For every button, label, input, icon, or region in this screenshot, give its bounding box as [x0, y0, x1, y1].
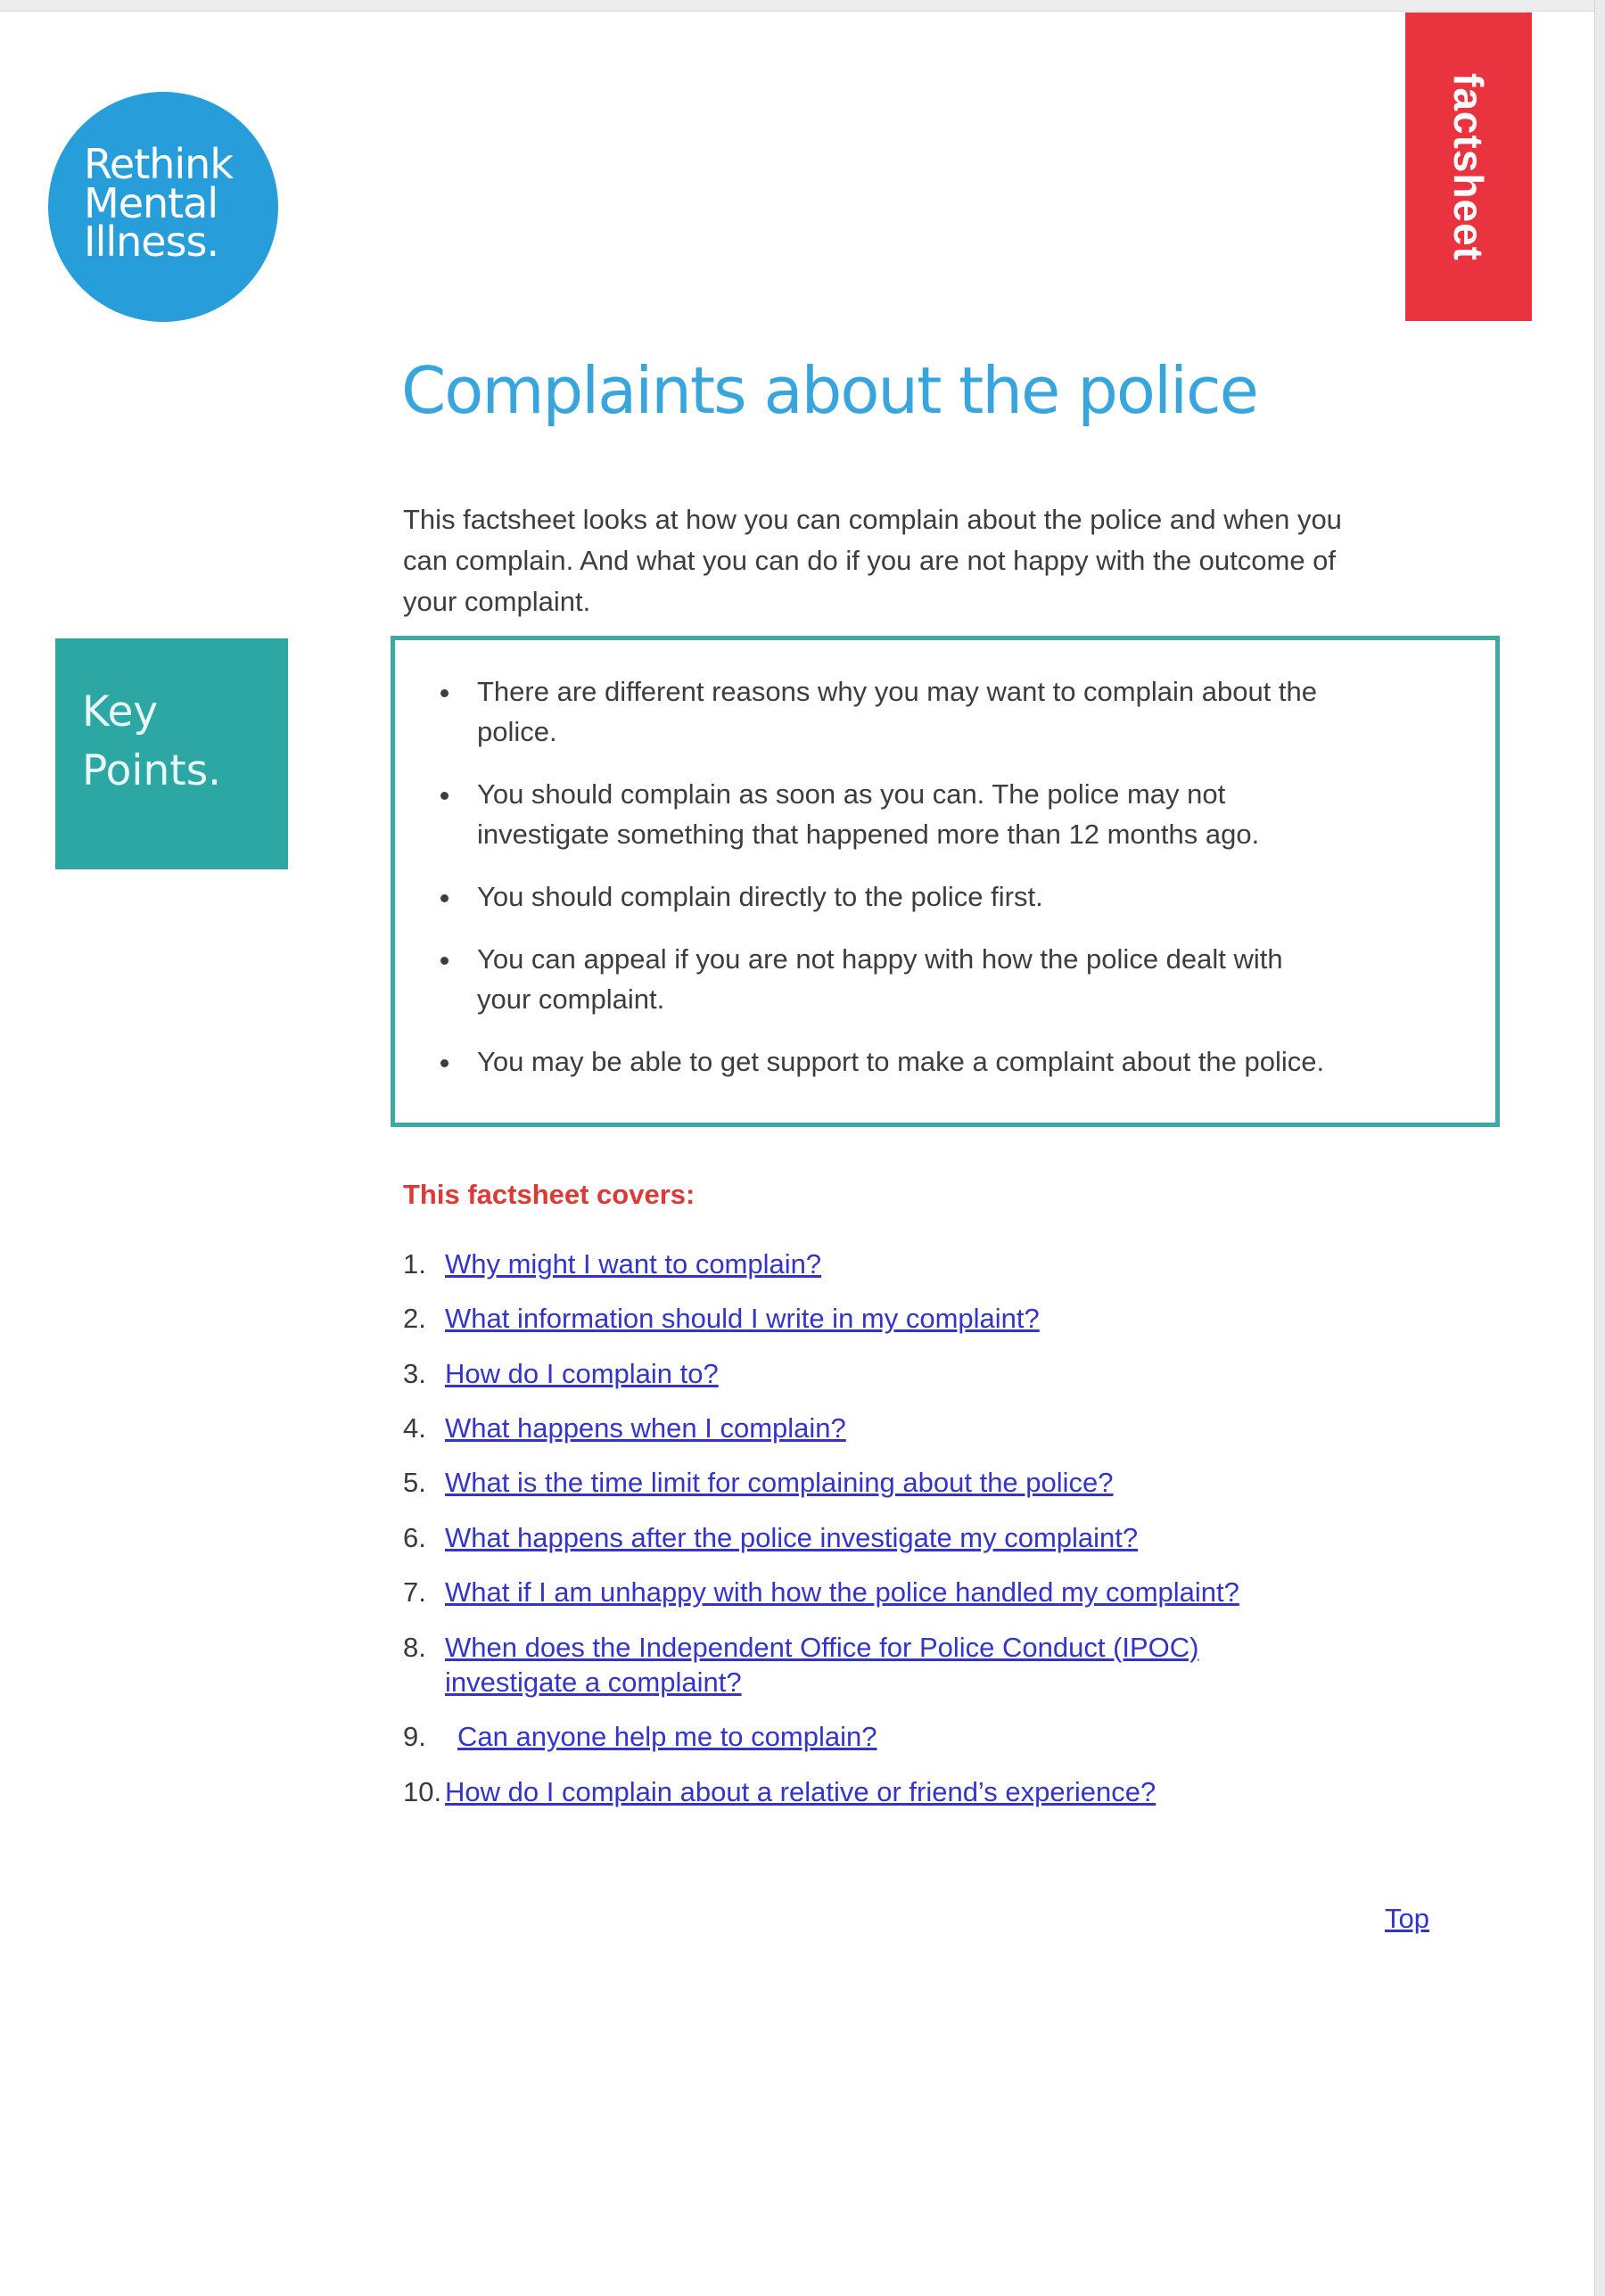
- intro-paragraph: This factsheet looks at how you can complain about the police and when you can complain. And what you can do if you are not happy with the outcome of your complaint.: [403, 504, 1342, 617]
- toc-number: 7.: [403, 1576, 426, 1609]
- toc-number: 9.: [403, 1721, 426, 1753]
- factsheet-banner: [1405, 12, 1532, 321]
- rethink-logo: [48, 92, 278, 322]
- toc-row: [403, 1465, 1366, 1500]
- key-points-label-box: [55, 638, 288, 869]
- toc-number: 4.: [403, 1412, 426, 1444]
- toc-number: 8.: [403, 1631, 426, 1663]
- toc-link-ipoc-investigate[interactable]: When does the Independent Office for Police Conduct (IPOC) investigate a complaint?: [445, 1631, 1199, 1698]
- toc-link-relative-friend[interactable]: How do I complain about a relative or friend’s experience?: [445, 1775, 1156, 1807]
- page-right-edge: [1594, 0, 1605, 2296]
- key-point-item: • You can appeal if you are not happy with how the police dealt with your complaint.: [463, 940, 1341, 1020]
- toc-row: [403, 1411, 1366, 1445]
- factsheet-banner-label: factsheet: [1445, 72, 1492, 261]
- toc-link-why-complain[interactable]: Why might I want to complain?: [445, 1248, 822, 1280]
- toc-number: 3.: [403, 1357, 426, 1389]
- toc-number: 6.: [403, 1521, 426, 1553]
- toc-row: [403, 1719, 1366, 1754]
- logo-line-3: Illness.: [84, 218, 219, 267]
- toc-link-unhappy-handling[interactable]: What if I am unhappy with how the police handled my complaint?: [445, 1576, 1239, 1609]
- toc-row: [403, 1575, 1366, 1609]
- page-top-edge: [0, 0, 1605, 12]
- logo-line-1: Rethink: [84, 140, 233, 188]
- page-title: Complaints about the police: [401, 353, 1257, 428]
- toc-row: [403, 1520, 1366, 1555]
- key-points-box: [391, 636, 1500, 1127]
- toc-link-how-do-i-complain[interactable]: How do I complain to?: [445, 1357, 719, 1389]
- toc-row: [403, 1774, 1366, 1809]
- toc-link-time-limit[interactable]: What is the time limit for complaining about the police?: [445, 1467, 1114, 1499]
- toc-link-what-happens[interactable]: What happens when I complain?: [445, 1412, 846, 1444]
- key-point-item: • There are different reasons why you may want to complain about the police.: [463, 672, 1341, 753]
- toc-link-what-information[interactable]: What information should I write in my complaint?: [445, 1303, 1040, 1335]
- covers-heading: This factsheet covers:: [403, 1179, 696, 1210]
- toc-number: 10.: [403, 1775, 442, 1807]
- table-of-contents: [403, 1247, 1366, 1829]
- key-points-list: [431, 672, 1442, 1082]
- toc-link-after-investigation[interactable]: What happens after the police investigate my complaint?: [445, 1521, 1139, 1553]
- toc-row: [403, 1247, 1366, 1281]
- toc-row: [403, 1630, 1366, 1700]
- key-points-label-line-2: Points.: [82, 745, 222, 795]
- key-point-item: • You should complain as soon as you can. The police may not investigate something that happened more than 12 months ago.: [463, 775, 1341, 855]
- toc-link-anyone-help[interactable]: Can anyone help me to complain?: [457, 1721, 877, 1753]
- key-point-item: • You should complain directly to the police first.: [463, 877, 1341, 918]
- key-point-item: • You may be able to get support to make a complaint about the police.: [463, 1042, 1341, 1082]
- toc-row: [403, 1356, 1366, 1391]
- toc-number: 5.: [403, 1467, 426, 1499]
- logo-line-2: Mental: [84, 178, 218, 227]
- top-link[interactable]: Top: [1385, 1903, 1429, 1934]
- toc-row: [403, 1301, 1366, 1336]
- key-points-label-line-1: Key: [82, 687, 159, 737]
- toc-number: 1.: [403, 1248, 426, 1280]
- toc-number: 2.: [403, 1303, 426, 1335]
